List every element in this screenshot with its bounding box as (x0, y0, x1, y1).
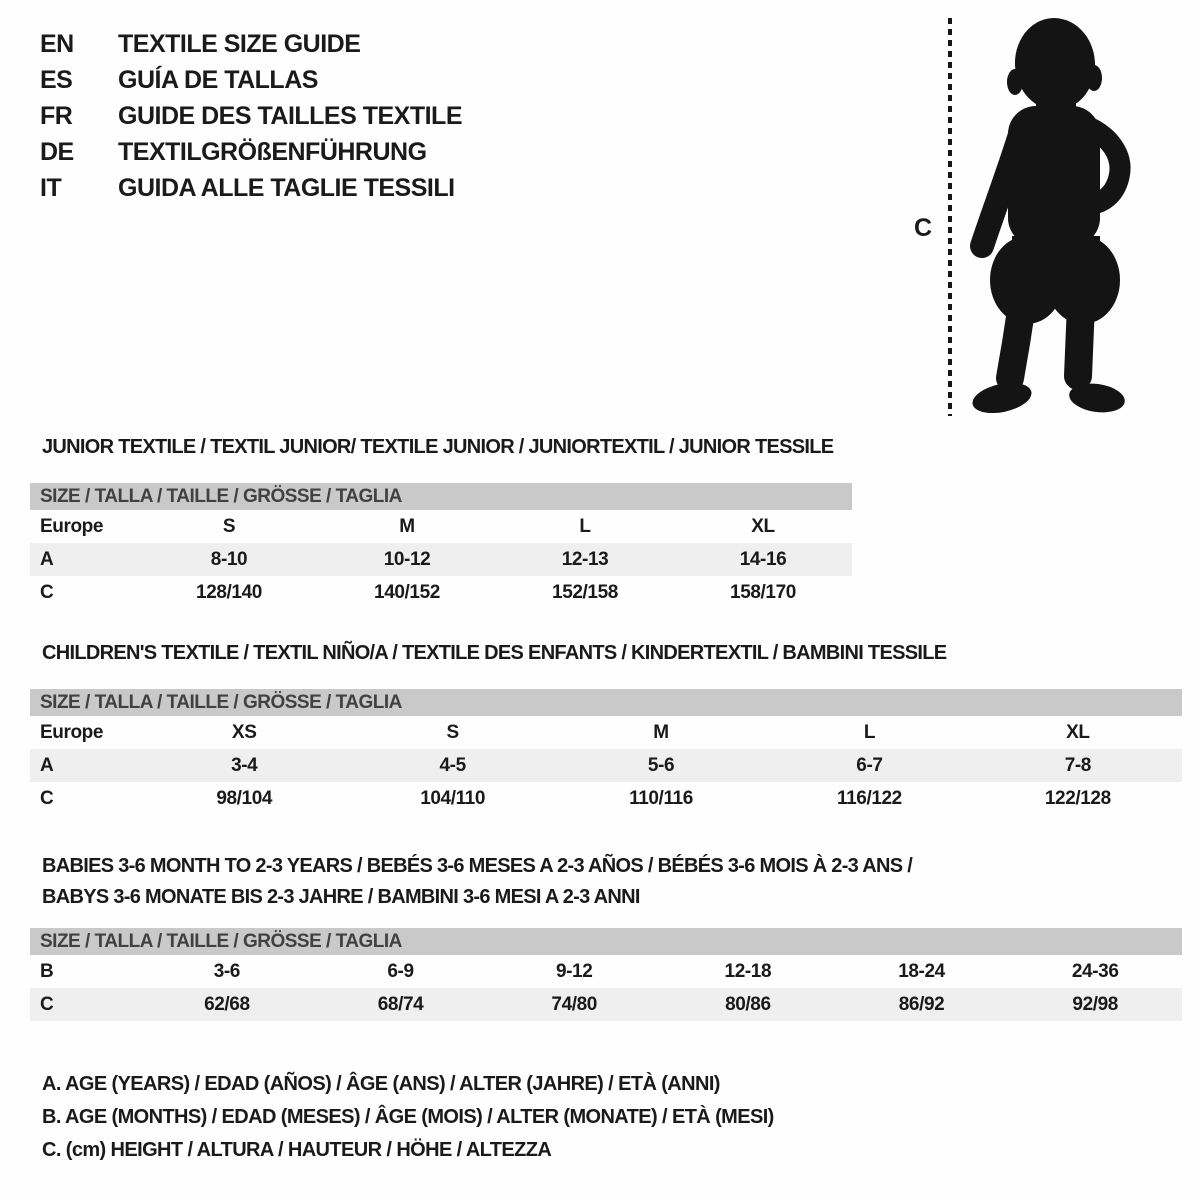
height-value: 68/74 (377, 994, 424, 1015)
table-row-height (30, 782, 1182, 815)
size-value: XL (751, 516, 775, 537)
height-value: 110/116 (629, 788, 693, 809)
height-value: 152/158 (552, 582, 618, 603)
age-months-value: 24-36 (1071, 961, 1119, 982)
age-months-value: 9-12 (555, 961, 593, 982)
size-value: L (863, 722, 876, 743)
language-code: EN (40, 30, 74, 58)
language-code: FR (40, 102, 73, 130)
size-value: XL (1066, 722, 1090, 743)
guide-title-it: GUIDA ALLE TAGLIE TESSILI (118, 174, 455, 202)
table-row-europe (30, 510, 852, 543)
age-value: 4-5 (439, 755, 466, 776)
language-row-fr (40, 98, 462, 134)
size-value: XS (231, 722, 257, 743)
footnote-age-months: B. AGE (MONTHS) / EDAD (MESES) / ÂGE (MOIS) / ALTER (MONATE) / ETÀ (MESI) (42, 1106, 774, 1128)
footnote-age-years: A. AGE (YEARS) / EDAD (AÑOS) / ÂGE (ANS) / ALTER (JAHRE) / ETÀ (ANNI) (42, 1073, 720, 1095)
row-label: A (40, 755, 54, 776)
legend-footnotes (42, 1068, 774, 1167)
age-months-value: 6-9 (387, 961, 414, 982)
age-months-value: 12-18 (724, 961, 772, 982)
junior-size-table (30, 483, 852, 609)
table-row-height (30, 576, 852, 609)
age-value: 7-8 (1064, 755, 1091, 776)
height-measure-dashed-line (948, 18, 952, 416)
age-value: 10-12 (383, 549, 431, 570)
section-heading-babies (30, 851, 1192, 913)
row-label: B (40, 961, 54, 982)
size-value: S (446, 722, 459, 743)
age-value: 6-7 (856, 755, 883, 776)
height-measure-label: C (914, 214, 933, 242)
age-value: 5-6 (647, 755, 675, 776)
guide-title-en: TEXTILE SIZE GUIDE (118, 30, 361, 58)
age-value: 14-16 (739, 549, 787, 570)
age-value: 12-13 (561, 549, 609, 570)
footnote-height-cm: C. (cm) HEIGHT / ALTURA / HAUTEUR / HÖHE / ALTEZZA (42, 1139, 552, 1161)
language-code: ES (40, 66, 73, 94)
table-row-age (30, 749, 1182, 782)
height-value: 128/140 (196, 582, 262, 603)
height-value: 74/80 (551, 994, 597, 1015)
size-value: M (653, 722, 669, 743)
guide-title-de: TEXTILGRÖßENFÜHRUNG (118, 138, 427, 166)
age-value: 8-10 (210, 549, 248, 570)
section-babies-textile (30, 851, 1192, 1021)
row-label: Europe (40, 516, 104, 537)
table-row-age (30, 543, 852, 576)
row-label: C (40, 994, 54, 1015)
table-row-height (30, 988, 1182, 1021)
row-label: Europe (40, 722, 104, 743)
age-months-value: 18-24 (898, 961, 945, 982)
section-childrens-textile (30, 641, 1182, 815)
language-row-it (40, 170, 462, 206)
language-title-list (40, 26, 462, 206)
language-row-en (40, 26, 462, 62)
section-heading-junior: JUNIOR TEXTILE / TEXTIL JUNIOR/ TEXTILE JUNIOR / JUNIORTEXTIL / JUNIOR TESSILE (42, 436, 834, 458)
height-value: 140/152 (374, 582, 440, 603)
height-value: 158/170 (730, 582, 796, 603)
size-value: L (579, 516, 591, 537)
language-code: DE (40, 138, 74, 166)
language-row-es (40, 62, 462, 98)
size-value: M (399, 516, 415, 537)
guide-title-fr: GUIDE DES TAILLES TEXTILE (118, 102, 463, 130)
height-value: 98/104 (216, 788, 273, 809)
height-value: 80/86 (725, 994, 771, 1015)
size-header-bar: SIZE / TALLA / TAILLE / GRÖSSE / TAGLIA (30, 928, 1182, 955)
babies-size-table (30, 928, 1182, 1021)
toddler-silhouette-icon (960, 12, 1140, 422)
row-label: C (40, 788, 54, 809)
height-value: 104/110 (420, 788, 486, 809)
height-value: 86/92 (898, 994, 945, 1015)
section-heading-children: CHILDREN'S TEXTILE / TEXTIL NIÑO/A / TEXTILE DES ENFANTS / KINDERTEXTIL / BAMBINI TESSILE (42, 642, 947, 664)
height-value: 92/98 (1072, 994, 1118, 1015)
language-code: IT (40, 174, 62, 202)
height-value: 122/128 (1044, 788, 1111, 809)
age-value: 3-4 (231, 755, 258, 776)
guide-title-es: GUÍA DE TALLAS (118, 66, 318, 94)
size-header-bar: SIZE / TALLA / TAILLE / GRÖSSE / TAGLIA (30, 689, 1182, 716)
size-header-bar: SIZE / TALLA / TAILLE / GRÖSSE / TAGLIA (30, 483, 852, 510)
row-label: A (40, 549, 54, 570)
height-value: 62/68 (204, 994, 250, 1015)
row-label: C (40, 582, 54, 603)
table-row-months (30, 955, 1182, 988)
children-size-table (30, 689, 1182, 815)
size-value: S (222, 516, 236, 537)
babies-heading-line1: BABIES 3-6 MONTH TO 2-3 YEARS / BEBÉS 3-6 MESES A 2-3 AÑOS / BÉBÉS 3-6 MOIS À 2-3 ANS / (42, 855, 913, 877)
age-months-value: 3-6 (213, 961, 240, 982)
height-value: 116/122 (837, 788, 902, 809)
table-row-europe (30, 716, 1182, 749)
language-row-de (40, 134, 462, 170)
section-junior-textile (30, 435, 852, 609)
babies-heading-line2: BABYS 3-6 MONATE BIS 2-3 JAHRE / BAMBINI 3-6 MESI A 2-3 ANNI (42, 886, 640, 908)
